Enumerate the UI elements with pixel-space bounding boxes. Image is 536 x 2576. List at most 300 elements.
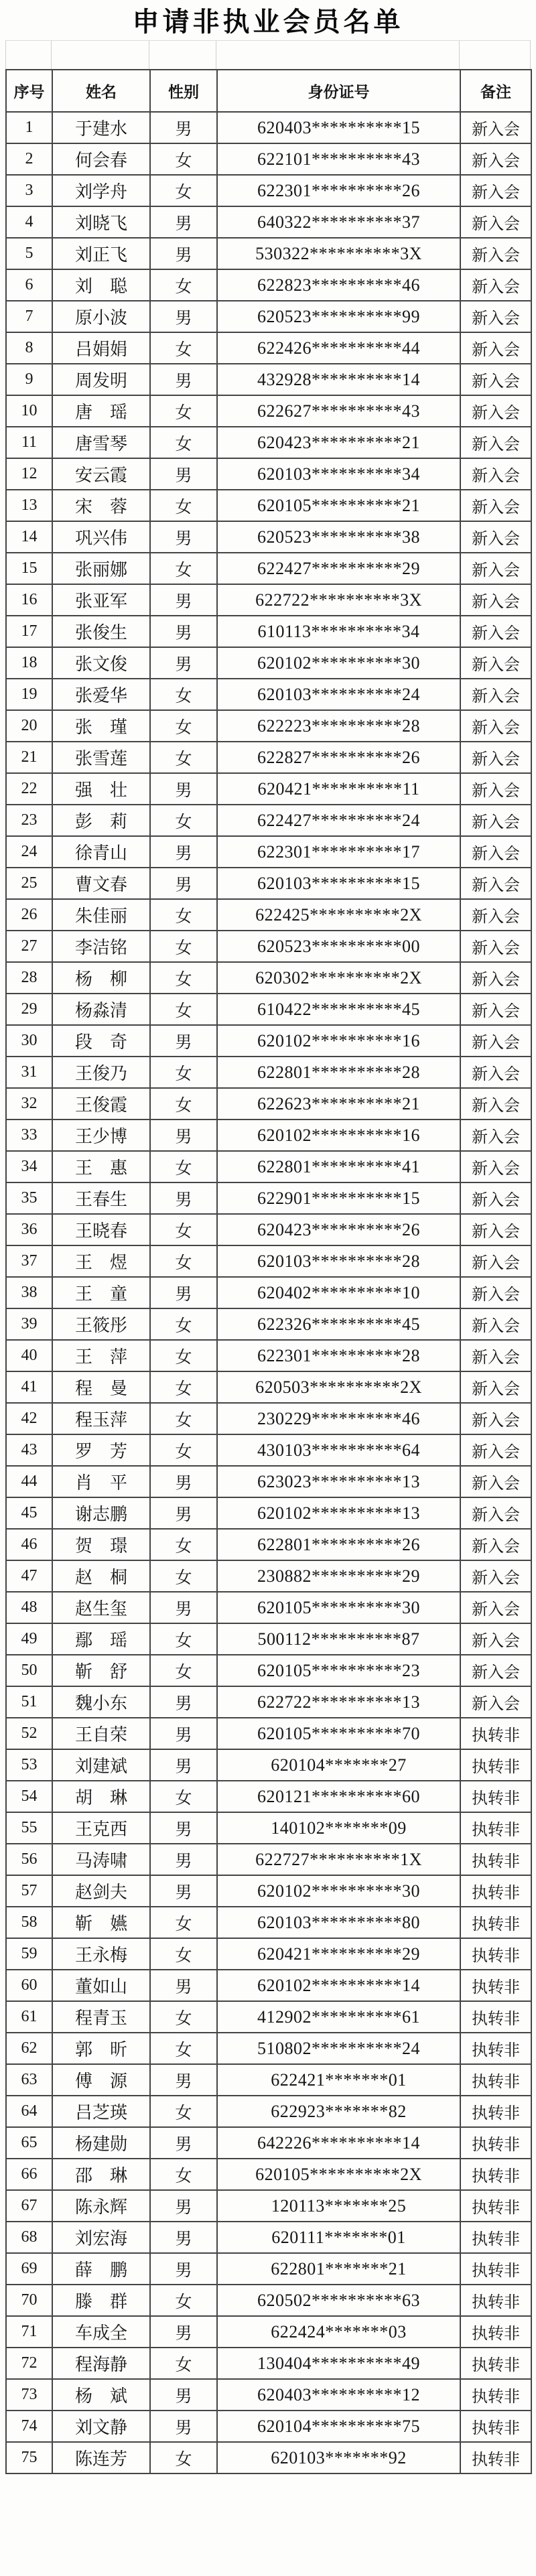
member-id-number: 120113*******25 — [217, 2190, 460, 2222]
row-serial-number: 72 — [6, 2348, 52, 2379]
member-remark: 执转非 — [460, 2033, 531, 2064]
member-remark: 新入会 — [460, 584, 531, 616]
member-remark: 新入会 — [460, 301, 531, 332]
row-serial-number: 36 — [6, 1214, 52, 1245]
member-remark: 执转非 — [460, 2096, 531, 2127]
member-name: 杨 斌 — [52, 2379, 150, 2411]
member-id-number: 430103**********64 — [217, 1434, 460, 1466]
member-remark: 执转非 — [460, 1781, 531, 1812]
member-gender: 男 — [150, 1844, 217, 1875]
member-gender: 男 — [150, 1686, 217, 1718]
member-gender: 女 — [150, 805, 217, 836]
member-gender: 男 — [150, 238, 217, 269]
row-serial-number: 42 — [6, 1403, 52, 1434]
member-remark: 新入会 — [460, 616, 531, 647]
member-name: 段 奇 — [52, 1025, 150, 1057]
row-serial-number: 27 — [6, 931, 52, 962]
table-row — [6, 364, 531, 395]
row-serial-number: 7 — [6, 301, 52, 332]
member-gender: 女 — [150, 1214, 217, 1245]
member-gender: 女 — [150, 1938, 217, 1970]
member-remark: 新入会 — [460, 647, 531, 679]
member-name: 张 瑾 — [52, 710, 150, 742]
member-gender: 男 — [150, 836, 217, 868]
member-gender: 男 — [150, 521, 217, 553]
member-id-number: 620105**********23 — [217, 1655, 460, 1686]
member-remark: 新入会 — [460, 206, 531, 238]
member-name: 马涛啸 — [52, 1844, 150, 1875]
member-gender: 女 — [150, 742, 217, 773]
member-remark: 新入会 — [460, 1025, 531, 1057]
member-remark: 新入会 — [460, 868, 531, 899]
table-row — [6, 490, 531, 521]
member-gender: 女 — [150, 962, 217, 994]
member-remark: 新入会 — [460, 1623, 531, 1655]
member-gender: 男 — [150, 1277, 217, 1308]
row-serial-number: 41 — [6, 1371, 52, 1403]
member-name: 杨淼清 — [52, 994, 150, 1025]
row-serial-number: 73 — [6, 2379, 52, 2411]
member-gender: 男 — [150, 1749, 217, 1781]
table-row — [6, 2033, 531, 2064]
row-serial-number: 25 — [6, 868, 52, 899]
member-gender: 女 — [150, 1434, 217, 1466]
member-id-number: 620502**********63 — [217, 2285, 460, 2316]
member-id-number: 620104**********75 — [217, 2411, 460, 2442]
member-id-number: 620105**********70 — [217, 1718, 460, 1749]
table-row — [6, 2411, 531, 2442]
member-id-number: 620423**********26 — [217, 1214, 460, 1245]
table-row — [6, 1497, 531, 1529]
member-gender: 男 — [150, 868, 217, 899]
row-serial-number: 35 — [6, 1182, 52, 1214]
member-name: 曹文春 — [52, 868, 150, 899]
member-gender: 男 — [150, 584, 217, 616]
row-serial-number: 67 — [6, 2190, 52, 2222]
member-remark: 执转非 — [460, 2190, 531, 2222]
member-remark: 执转非 — [460, 1812, 531, 1844]
member-gender: 男 — [150, 206, 217, 238]
row-serial-number: 34 — [6, 1151, 52, 1182]
member-name: 于建水 — [52, 112, 150, 143]
table-row — [6, 238, 531, 269]
member-remark: 新入会 — [460, 427, 531, 458]
row-serial-number: 50 — [6, 1655, 52, 1686]
row-serial-number: 38 — [6, 1277, 52, 1308]
table-row — [6, 836, 531, 868]
member-name: 赵生玺 — [52, 1592, 150, 1623]
member-id-number: 620103**********24 — [217, 679, 460, 710]
member-remark: 执转非 — [460, 2064, 531, 2096]
member-gender: 女 — [150, 710, 217, 742]
member-remark: 执转非 — [460, 2127, 531, 2159]
member-remark: 新入会 — [460, 143, 531, 175]
member-id-number: 642226**********14 — [217, 2127, 460, 2159]
member-gender: 女 — [150, 1151, 217, 1182]
row-serial-number: 44 — [6, 1466, 52, 1497]
member-id-number: 622801**********28 — [217, 1057, 460, 1088]
row-serial-number: 62 — [6, 2033, 52, 2064]
member-remark: 新入会 — [460, 364, 531, 395]
member-id-number: 140102*******09 — [217, 1812, 460, 1844]
member-name: 原小波 — [52, 301, 150, 332]
member-id-number: 622827**********26 — [217, 742, 460, 773]
member-id-number: 620402**********10 — [217, 1277, 460, 1308]
member-id-number: 622424*******03 — [217, 2316, 460, 2348]
table-row — [6, 805, 531, 836]
member-id-number: 620503**********2X — [217, 1371, 460, 1403]
member-id-number: 623023**********13 — [217, 1466, 460, 1497]
member-id-number: 620102**********14 — [217, 1970, 460, 2001]
table-row — [6, 1875, 531, 1907]
member-name: 刘文静 — [52, 2411, 150, 2442]
member-remark: 执转非 — [460, 2001, 531, 2033]
member-id-number: 622727**********1X — [217, 1844, 460, 1875]
member-gender: 女 — [150, 490, 217, 521]
member-name: 陈连芳 — [52, 2442, 150, 2473]
row-serial-number: 45 — [6, 1497, 52, 1529]
member-name: 程海静 — [52, 2348, 150, 2379]
table-row — [6, 1623, 531, 1655]
member-id-number: 622722**********3X — [217, 584, 460, 616]
row-serial-number: 75 — [6, 2442, 52, 2473]
member-name: 张丽娜 — [52, 553, 150, 584]
member-gender: 男 — [150, 773, 217, 805]
table-row — [6, 1686, 531, 1718]
member-gender: 女 — [150, 2285, 217, 2316]
member-gender: 女 — [150, 2033, 217, 2064]
member-remark: 新入会 — [460, 1120, 531, 1151]
member-remark: 新入会 — [460, 332, 531, 364]
member-id-number: 620421**********29 — [217, 1938, 460, 1970]
header-name: 姓名 — [52, 70, 150, 112]
member-id-number: 530322**********3X — [217, 238, 460, 269]
member-name: 靳 舒 — [52, 1655, 150, 1686]
member-gender: 男 — [150, 1592, 217, 1623]
member-gender: 男 — [150, 1812, 217, 1844]
table-row — [6, 1088, 531, 1120]
member-remark: 新入会 — [460, 1560, 531, 1592]
table-row — [6, 332, 531, 364]
table-row — [6, 1182, 531, 1214]
row-serial-number: 23 — [6, 805, 52, 836]
member-remark: 执转非 — [460, 1938, 531, 1970]
member-gender: 男 — [150, 458, 217, 490]
row-serial-number: 43 — [6, 1434, 52, 1466]
member-id-number: 622427**********29 — [217, 553, 460, 584]
member-gender: 男 — [150, 1497, 217, 1529]
row-serial-number: 54 — [6, 1781, 52, 1812]
row-serial-number: 24 — [6, 836, 52, 868]
member-name: 安云霞 — [52, 458, 150, 490]
member-remark: 新入会 — [460, 1214, 531, 1245]
member-name: 刘学舟 — [52, 175, 150, 206]
row-serial-number: 63 — [6, 2064, 52, 2096]
row-serial-number: 40 — [6, 1340, 52, 1371]
table-row — [6, 553, 531, 584]
member-name: 王俊霞 — [52, 1088, 150, 1120]
member-remark: 新入会 — [460, 1340, 531, 1371]
member-gender: 女 — [150, 1623, 217, 1655]
table-row — [6, 1308, 531, 1340]
member-remark: 新入会 — [460, 1182, 531, 1214]
member-remark: 新入会 — [460, 553, 531, 584]
member-id-number: 620523**********99 — [217, 301, 460, 332]
row-serial-number: 13 — [6, 490, 52, 521]
row-serial-number: 22 — [6, 773, 52, 805]
row-serial-number: 2 — [6, 143, 52, 175]
spacer-cell — [5, 41, 52, 69]
title-table-spacer-row — [5, 40, 531, 69]
row-serial-number: 59 — [6, 1938, 52, 1970]
row-serial-number: 68 — [6, 2222, 52, 2253]
member-id-number: 622223**********28 — [217, 710, 460, 742]
member-name: 王克西 — [52, 1812, 150, 1844]
member-gender: 女 — [150, 175, 217, 206]
member-remark: 新入会 — [460, 521, 531, 553]
member-id-number: 622901**********15 — [217, 1182, 460, 1214]
member-gender: 男 — [150, 1025, 217, 1057]
row-serial-number: 16 — [6, 584, 52, 616]
table-row — [6, 868, 531, 899]
member-remark: 新入会 — [460, 238, 531, 269]
member-gender: 男 — [150, 1970, 217, 2001]
member-name: 李洁铭 — [52, 931, 150, 962]
member-name: 胡 琳 — [52, 1781, 150, 1812]
member-name: 王晓春 — [52, 1214, 150, 1245]
table-row — [6, 1592, 531, 1623]
member-remark: 新入会 — [460, 175, 531, 206]
member-remark: 新入会 — [460, 1371, 531, 1403]
member-remark: 执转非 — [460, 2159, 531, 2190]
member-remark: 新入会 — [460, 269, 531, 301]
member-gender: 男 — [150, 616, 217, 647]
member-name: 薛 鹏 — [52, 2253, 150, 2285]
member-gender: 男 — [150, 2190, 217, 2222]
member-name: 王春生 — [52, 1182, 150, 1214]
table-row — [6, 742, 531, 773]
member-id-number: 622421*******01 — [217, 2064, 460, 2096]
member-gender: 男 — [150, 1875, 217, 1907]
row-serial-number: 15 — [6, 553, 52, 584]
spacer-cell — [460, 41, 531, 69]
table-row — [6, 994, 531, 1025]
row-serial-number: 20 — [6, 710, 52, 742]
member-id-number: 620403**********12 — [217, 2379, 460, 2411]
table-row — [6, 1970, 531, 2001]
member-remark: 新入会 — [460, 458, 531, 490]
member-id-number: 620104*******27 — [217, 1749, 460, 1781]
member-gender: 女 — [150, 1560, 217, 1592]
member-name: 刘 聪 — [52, 269, 150, 301]
member-id-number: 620102**********30 — [217, 1875, 460, 1907]
member-id-number: 620102**********13 — [217, 1497, 460, 1529]
member-gender: 女 — [150, 2442, 217, 2473]
member-name: 强 壮 — [52, 773, 150, 805]
row-serial-number: 11 — [6, 427, 52, 458]
member-gender: 男 — [150, 2127, 217, 2159]
table-row — [6, 1371, 531, 1403]
member-remark: 新入会 — [460, 490, 531, 521]
table-row — [6, 1781, 531, 1812]
table-row — [6, 2064, 531, 2096]
row-serial-number: 19 — [6, 679, 52, 710]
member-remark: 新入会 — [460, 1057, 531, 1088]
member-gender: 男 — [150, 112, 217, 143]
member-id-number: 622627**********43 — [217, 395, 460, 427]
member-id-number: 622801**********41 — [217, 1151, 460, 1182]
member-id-number: 620102**********16 — [217, 1120, 460, 1151]
member-name: 王俊乃 — [52, 1057, 150, 1088]
member-remark: 执转非 — [460, 1718, 531, 1749]
member-name: 王永梅 — [52, 1938, 150, 1970]
member-gender: 男 — [150, 1718, 217, 1749]
header-remark: 备注 — [460, 70, 531, 112]
row-serial-number: 53 — [6, 1749, 52, 1781]
row-serial-number: 6 — [6, 269, 52, 301]
table-row — [6, 2348, 531, 2379]
table-row — [6, 2127, 531, 2159]
member-gender: 女 — [150, 1781, 217, 1812]
member-name: 傅 源 — [52, 2064, 150, 2096]
member-remark: 新入会 — [460, 1592, 531, 1623]
header-row — [6, 70, 531, 112]
member-gender: 男 — [150, 301, 217, 332]
row-serial-number: 5 — [6, 238, 52, 269]
table-row — [6, 1120, 531, 1151]
member-gender: 女 — [150, 1340, 217, 1371]
spacer-cell — [216, 41, 460, 69]
member-remark: 新入会 — [460, 805, 531, 836]
member-name: 王筱彤 — [52, 1308, 150, 1340]
table-row — [6, 2159, 531, 2190]
row-serial-number: 66 — [6, 2159, 52, 2190]
member-gender: 男 — [150, 2222, 217, 2253]
table-row — [6, 1466, 531, 1497]
member-name: 唐雪琴 — [52, 427, 150, 458]
table-row — [6, 395, 531, 427]
table-row — [6, 710, 531, 742]
member-remark: 新入会 — [460, 1403, 531, 1434]
member-name: 何会春 — [52, 143, 150, 175]
member-gender: 女 — [150, 1088, 217, 1120]
table-row — [6, 2379, 531, 2411]
row-serial-number: 26 — [6, 899, 52, 931]
member-remark: 执转非 — [460, 1907, 531, 1938]
member-name: 贺 璟 — [52, 1529, 150, 1560]
member-id-number: 620111*******01 — [217, 2222, 460, 2253]
member-gender: 男 — [150, 2379, 217, 2411]
member-gender: 男 — [150, 2064, 217, 2096]
row-serial-number: 21 — [6, 742, 52, 773]
table-row — [6, 1529, 531, 1560]
row-serial-number: 46 — [6, 1529, 52, 1560]
table-row — [6, 269, 531, 301]
row-serial-number: 10 — [6, 395, 52, 427]
member-name: 谢志鹏 — [52, 1497, 150, 1529]
row-serial-number: 71 — [6, 2316, 52, 2348]
member-remark: 新入会 — [460, 1434, 531, 1466]
table-row — [6, 2285, 531, 2316]
member-name: 吕娟娟 — [52, 332, 150, 364]
member-name: 王 童 — [52, 1277, 150, 1308]
member-gender: 男 — [150, 1120, 217, 1151]
member-remark: 执转非 — [460, 1970, 531, 2001]
member-gender: 女 — [150, 332, 217, 364]
member-name: 刘建斌 — [52, 1749, 150, 1781]
member-id-number: 622623**********21 — [217, 1088, 460, 1120]
member-name: 陈永辉 — [52, 2190, 150, 2222]
member-name: 靳 嬿 — [52, 1907, 150, 1938]
member-name: 肖 平 — [52, 1466, 150, 1497]
table-row — [6, 1340, 531, 1371]
member-id-number: 620102**********16 — [217, 1025, 460, 1057]
spacer-cell — [52, 41, 149, 69]
row-serial-number: 30 — [6, 1025, 52, 1057]
row-serial-number: 37 — [6, 1245, 52, 1277]
row-serial-number: 49 — [6, 1623, 52, 1655]
member-name: 车成全 — [52, 2316, 150, 2348]
table-row — [6, 1025, 531, 1057]
member-remark: 执转非 — [460, 1875, 531, 1907]
member-remark: 执转非 — [460, 2285, 531, 2316]
table-row — [6, 679, 531, 710]
member-gender: 女 — [150, 143, 217, 175]
table-row — [6, 1844, 531, 1875]
row-serial-number: 55 — [6, 1812, 52, 1844]
member-gender: 女 — [150, 1245, 217, 1277]
member-gender: 女 — [150, 427, 217, 458]
header-gender: 性别 — [150, 70, 217, 112]
member-name: 滕 群 — [52, 2285, 150, 2316]
row-serial-number: 57 — [6, 1875, 52, 1907]
table-row — [6, 647, 531, 679]
table-row — [6, 2253, 531, 2285]
table-row — [6, 458, 531, 490]
row-serial-number: 28 — [6, 962, 52, 994]
row-serial-number: 18 — [6, 647, 52, 679]
member-id-number: 432928**********14 — [217, 364, 460, 395]
table-row — [6, 112, 531, 143]
member-id-number: 510802**********24 — [217, 2033, 460, 2064]
row-serial-number: 12 — [6, 458, 52, 490]
row-serial-number: 4 — [6, 206, 52, 238]
row-serial-number: 61 — [6, 2001, 52, 2033]
page-title: 申请非执业会员名单 — [132, 7, 404, 37]
member-name: 赵 桐 — [52, 1560, 150, 1592]
member-remark: 新入会 — [460, 679, 531, 710]
member-remark: 新入会 — [460, 994, 531, 1025]
member-id-number: 620421**********11 — [217, 773, 460, 805]
member-remark: 执转非 — [460, 2253, 531, 2285]
table-row — [6, 773, 531, 805]
member-name: 刘正飞 — [52, 238, 150, 269]
row-serial-number: 74 — [6, 2411, 52, 2442]
member-id-number: 620105**********2X — [217, 2159, 460, 2190]
row-serial-number: 69 — [6, 2253, 52, 2285]
member-gender: 女 — [150, 2001, 217, 2033]
row-serial-number: 1 — [6, 112, 52, 143]
member-name: 唐 瑶 — [52, 395, 150, 427]
row-serial-number: 9 — [6, 364, 52, 395]
member-id-number: 622722**********13 — [217, 1686, 460, 1718]
table-header — [6, 70, 531, 112]
table-row — [6, 1812, 531, 1844]
member-gender: 女 — [150, 931, 217, 962]
member-list-table — [5, 69, 532, 2474]
member-id-number: 620423**********21 — [217, 427, 460, 458]
member-gender: 女 — [150, 553, 217, 584]
